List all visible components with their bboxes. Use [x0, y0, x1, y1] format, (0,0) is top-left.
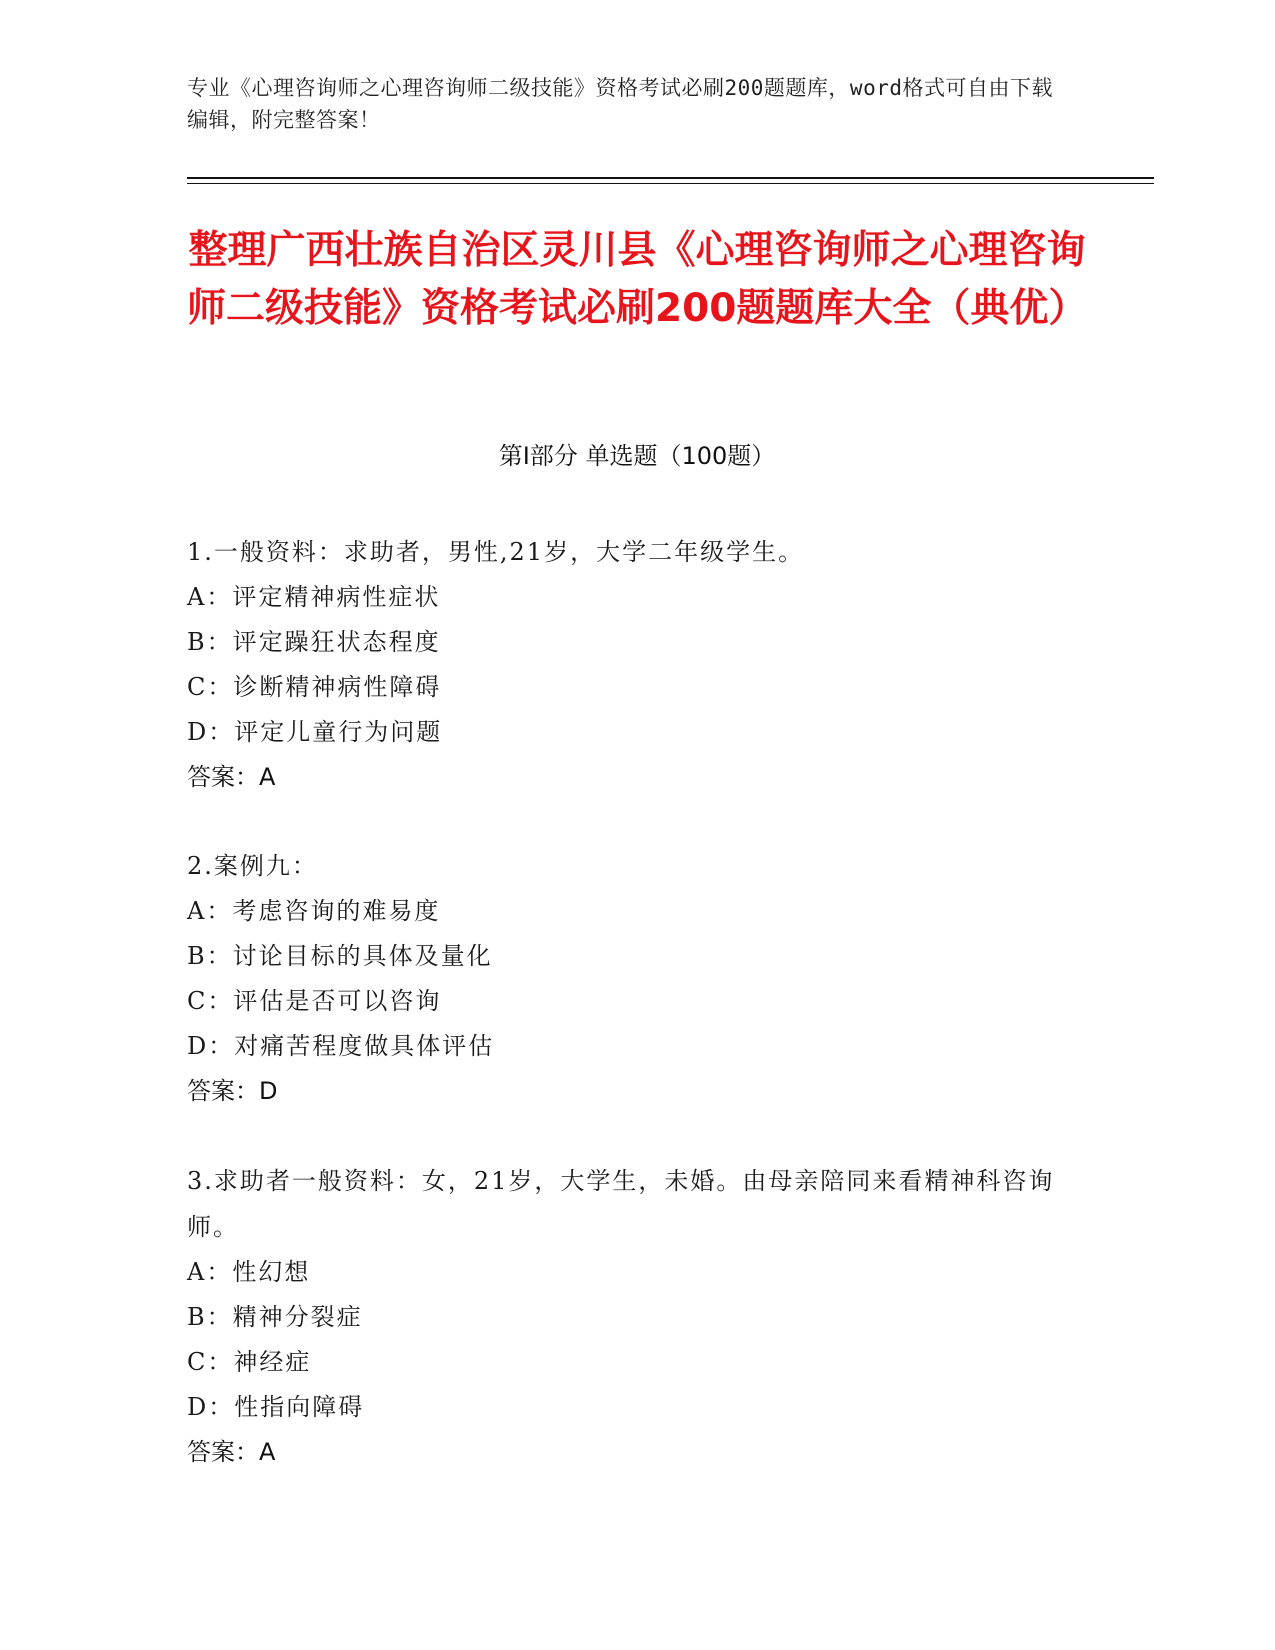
question-stem: 2.案例九： [187, 852, 318, 880]
option-c: C：诊断精神病性障碍 [187, 673, 442, 701]
option-d: D：性指向障碍 [187, 1393, 365, 1421]
option-d: D：对痛苦程度做具体评估 [187, 1032, 495, 1060]
question-list [187, 530, 1067, 1519]
header-divider-thin [187, 183, 1154, 184]
option-b: B：讨论目标的具体及量化 [187, 942, 493, 970]
answer: 答案：A [187, 763, 276, 791]
option-a: A：考虑咨询的难易度 [187, 897, 441, 925]
answer: 答案：D [187, 1077, 278, 1105]
option-a: A：性幻想 [187, 1258, 311, 1286]
option-c: C：神经症 [187, 1348, 312, 1376]
section-heading: 第I部分 单选题（100题） [498, 442, 776, 470]
question-3 [187, 1158, 1067, 1475]
answer: 答案：A [187, 1438, 276, 1466]
question-stem: 3.求助者一般资料：女，21岁，大学生，未婚。由母亲陪同来看精神科咨询师。 [187, 1167, 1055, 1241]
header-note: 专业《心理咨询师之心理咨询师二级技能》资格考试必刷200题题库，word格式可自由下载编辑，附完整答案！ [187, 76, 1053, 132]
question-1 [187, 530, 1067, 800]
option-b: B：精神分裂症 [187, 1303, 363, 1331]
option-d: D：评定儿童行为问题 [187, 718, 443, 746]
question-stem: 1.一般资料：求助者，男性,21岁，大学二年级学生。 [187, 538, 805, 566]
option-c: C：评估是否可以咨询 [187, 987, 442, 1015]
document-title: 整理广西壮族自治区灵川县《心理咨询师之心理咨询师二级技能》资格考试必刷200题题库大全（典优） [187, 228, 1088, 331]
option-b: B：评定躁狂状态程度 [187, 628, 441, 656]
option-a: A：评定精神病性症状 [187, 583, 441, 611]
header-divider-thick [187, 177, 1154, 179]
question-2 [187, 844, 1067, 1114]
